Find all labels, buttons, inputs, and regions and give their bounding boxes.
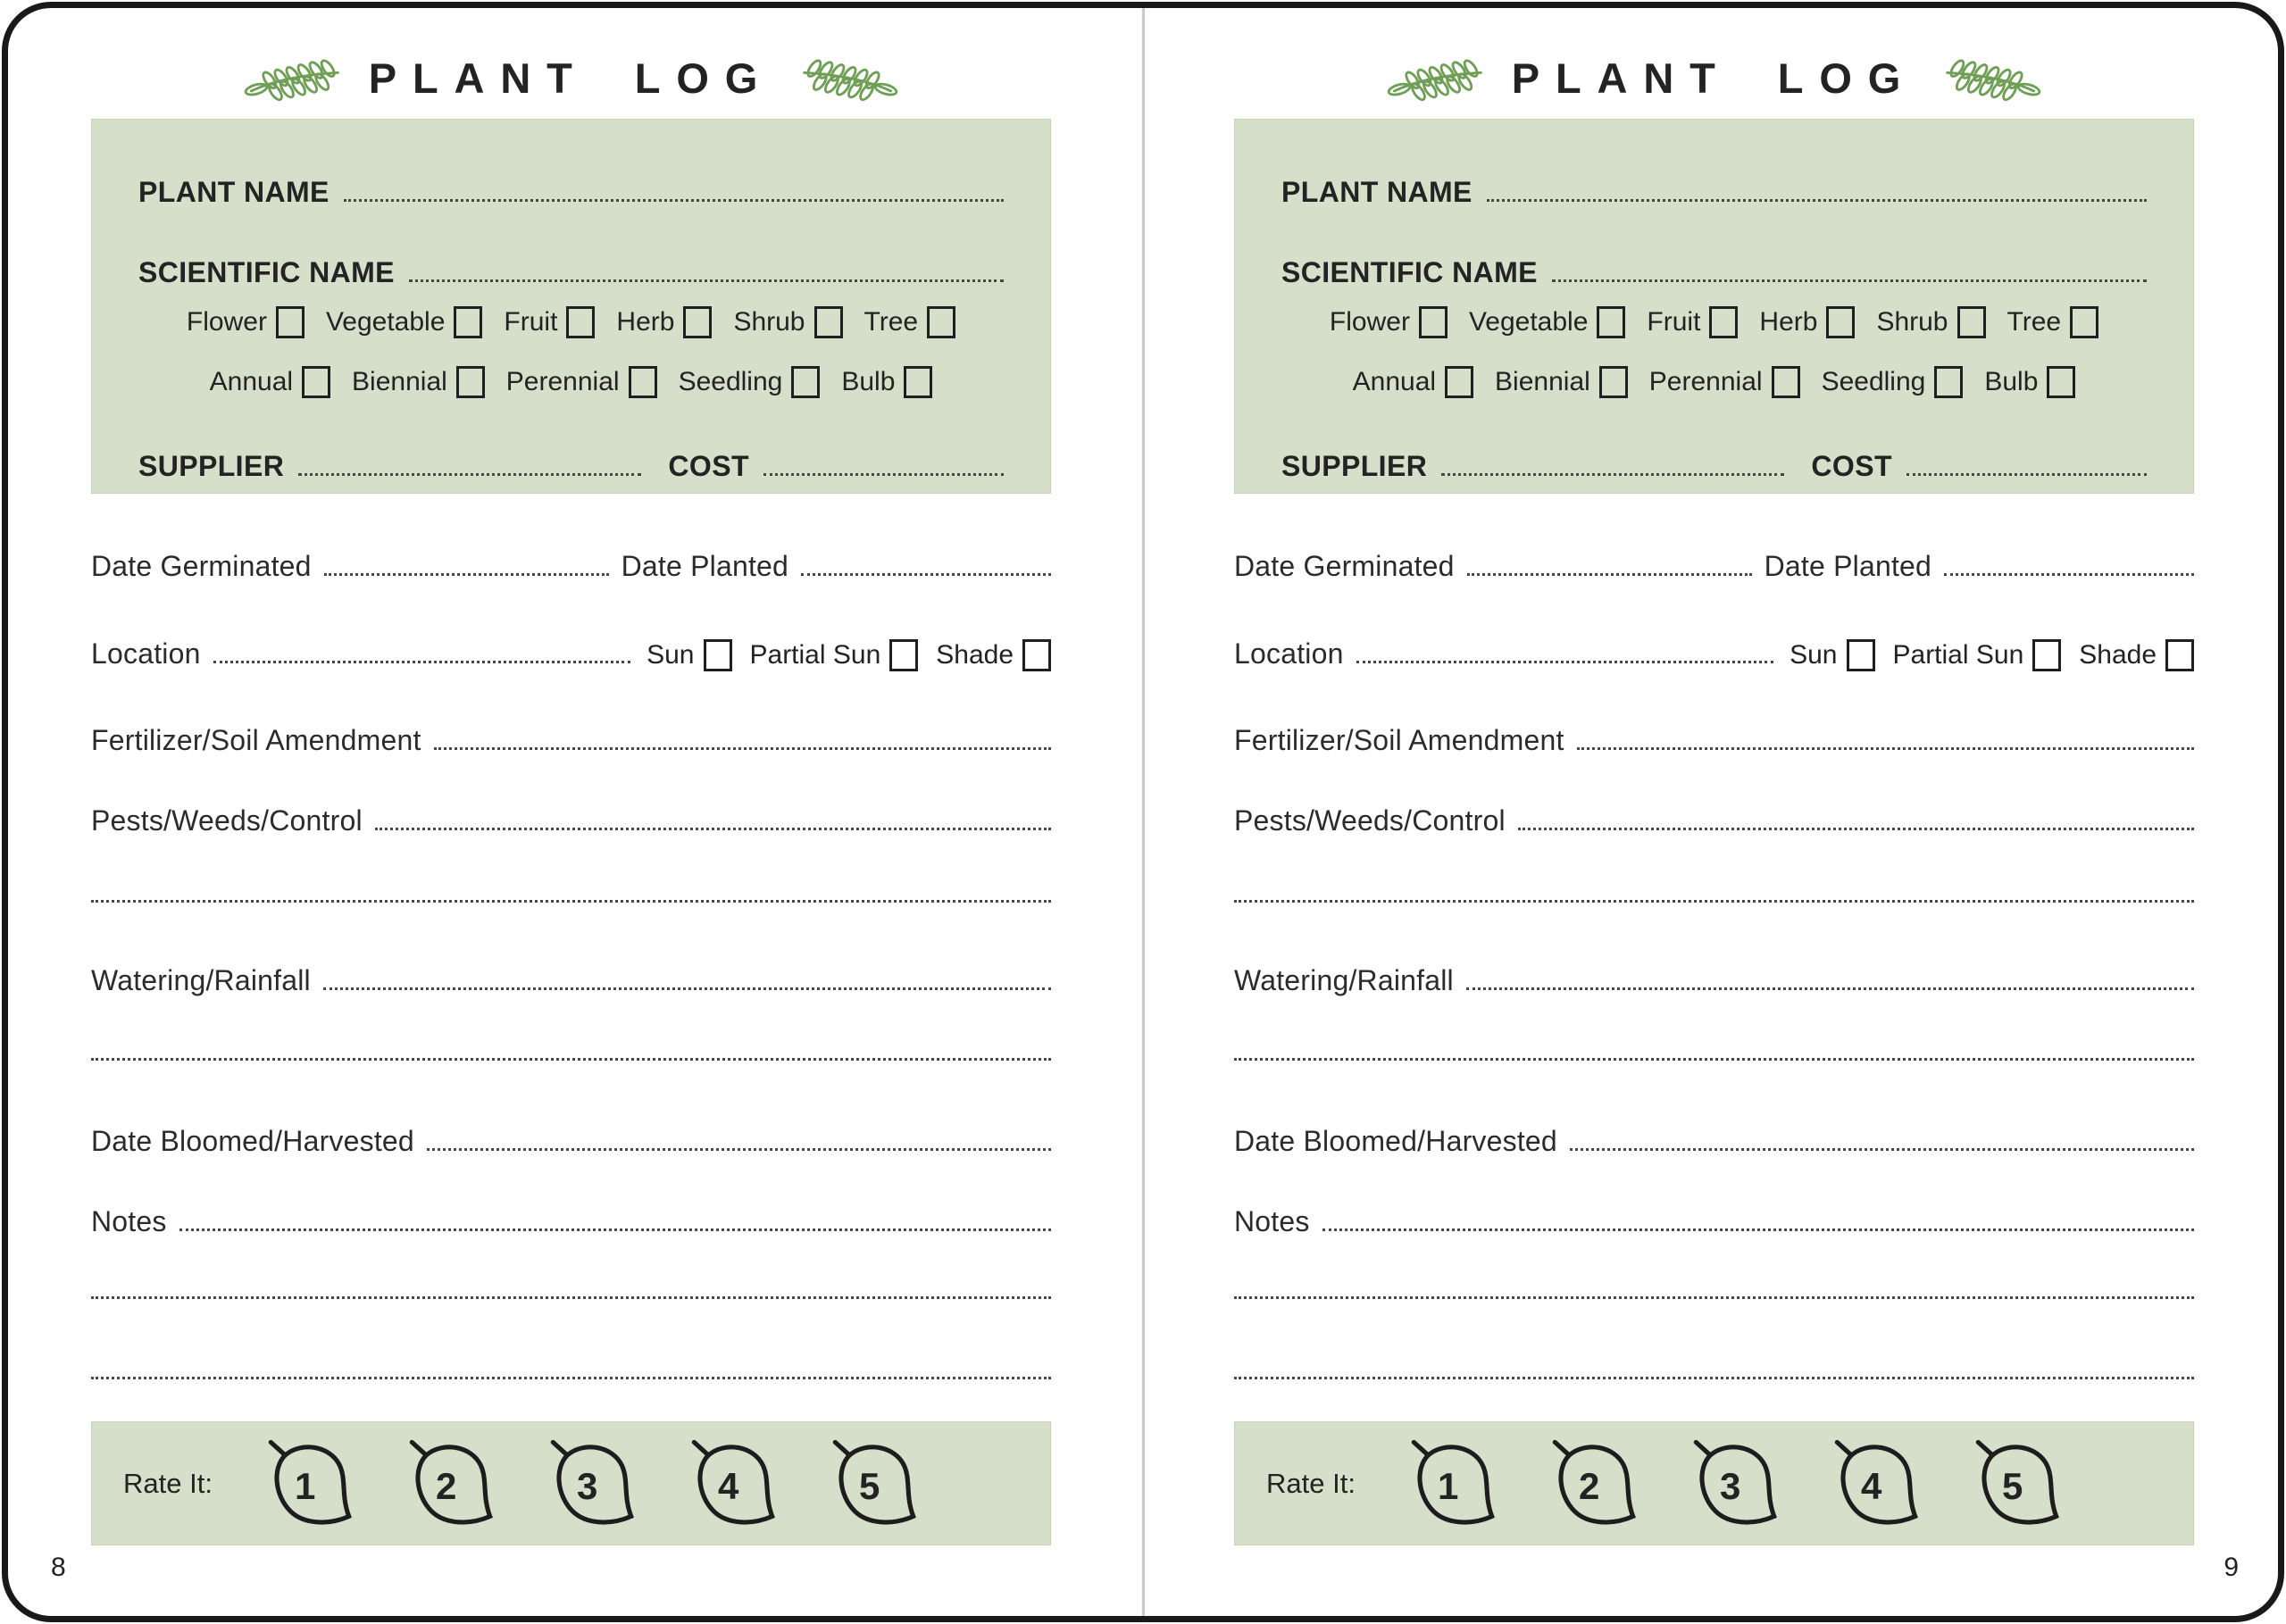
life-item-annual [1353,366,1473,398]
bulb-label: Bulb [1984,367,2039,396]
location-row [1234,629,2194,668]
category-item-shrub [1876,306,1985,338]
location-row [91,629,1051,668]
notes-line[interactable] [179,1228,1051,1231]
date-germinated-field [1234,552,1752,580]
partial-sun-item [750,639,919,671]
partial-sun-label: Partial Sun [749,640,881,670]
date-bloomed-line[interactable] [427,1148,1051,1151]
watering-label: Watering/Rainfall [91,964,311,996]
pests-line-2[interactable] [1234,900,2194,903]
supplier-cost-row [1281,445,2147,480]
watering-line[interactable] [1466,987,2194,990]
sun-checkbox[interactable] [704,639,732,671]
category-row [1281,304,2147,340]
flower-checkbox[interactable] [1419,306,1448,338]
bulb-checkbox[interactable] [904,366,932,398]
biennial-label: Biennial [1495,367,1590,396]
date-bloomed-row [1234,1116,2194,1155]
rate-it-label: Rate It: [123,1467,213,1499]
scientific-name-field [138,251,1004,287]
supplier-label: SUPPLIER [1281,450,1428,482]
rate-it-label: Rate It: [1266,1467,1356,1499]
pests-row [91,795,1051,835]
pests-line[interactable] [375,828,1051,830]
tree-checkbox[interactable] [2070,306,2098,338]
supplier-line[interactable] [298,473,641,476]
dates-row [91,541,1051,580]
date-planted-field [609,552,1051,580]
life-cycle-row [138,364,1004,400]
rating-leaf-2[interactable] [1547,1438,1641,1529]
page-number: 9 [2223,1553,2239,1582]
supplier-field [1281,445,1784,480]
shade-item [2079,639,2194,671]
date-planted-line[interactable] [801,573,1051,576]
partial-sun-checkbox[interactable] [889,639,918,671]
category-item-fruit [1647,306,1738,338]
dates-row [1234,541,2194,580]
rating-value: 1 [294,1464,316,1507]
date-bloomed-line[interactable] [1570,1148,2194,1151]
date-bloomed-label: Date Bloomed/Harvested [1234,1125,1557,1157]
notes-line-2[interactable] [1234,1296,2194,1299]
sun-item [1790,639,1874,671]
shade-label: Shade [2079,640,2157,670]
life-item-seedling [679,366,821,398]
location-label: Location [91,637,201,670]
rating-value: 5 [858,1464,880,1507]
pests-label: Pests/Weeds/Control [1234,804,1506,837]
annual-label: Annual [1352,367,1437,396]
leaf-sprig-icon [1383,53,1489,103]
perennial-label: Perennial [505,367,620,396]
pests-label: Pests/Weeds/Control [91,804,363,837]
page-header [1234,52,2194,104]
pests-continuation-row [1234,868,2194,907]
plant-info-panel [1234,119,2194,494]
rating-leaf-4[interactable] [1829,1438,1923,1529]
biennial-label: Biennial [352,367,447,396]
rating-value: 4 [1860,1464,1882,1507]
shrub-checkbox[interactable] [1957,306,1986,338]
notes-line[interactable] [1322,1228,2194,1231]
herb-checkbox[interactable] [683,306,712,338]
rating-leaves [263,1438,922,1529]
leaf-sprig-icon [1940,53,2045,103]
vegetable-label: Vegetable [325,307,446,337]
annual-checkbox[interactable] [302,366,330,398]
pests-line[interactable] [1518,828,2194,830]
flower-label: Flower [1329,307,1410,337]
date-planted-line[interactable] [1944,573,2194,576]
page-number: 8 [51,1553,66,1582]
center-divider [1142,8,1145,1616]
watering-label: Watering/Rainfall [1234,964,1454,996]
herb-checkbox[interactable] [1826,306,1855,338]
plant-name-line[interactable] [344,199,1004,202]
seedling-checkbox[interactable] [1934,366,1963,398]
rating-value: 3 [1719,1464,1741,1507]
notes-label: Notes [91,1205,167,1237]
rating-leaf-1[interactable] [263,1438,357,1529]
rating-leaf-5[interactable] [1970,1438,2065,1529]
rating-leaf-1[interactable] [1406,1438,1500,1529]
fertilizer-line[interactable] [1577,747,2194,750]
rating-value: 1 [1437,1464,1459,1507]
scientific-name-line[interactable] [1552,279,2147,282]
notes-line-3[interactable] [1234,1377,2194,1379]
category-item-flower [1330,306,1448,338]
life-item-biennial [352,366,485,398]
leaf-sprig-icon [797,53,902,103]
location-label: Location [1234,637,1344,670]
fruit-checkbox[interactable] [566,306,595,338]
pests-row [1234,795,2194,835]
page-title: PLANT LOG [368,54,774,102]
life-item-perennial [506,366,657,398]
watering-row [91,955,1051,995]
herb-label: Herb [1759,307,1818,337]
life-cycle-row [1281,364,2147,400]
fertilizer-row [1234,715,2194,754]
sun-exposure-group [1790,639,2194,671]
supplier-label: SUPPLIER [138,450,285,482]
category-item-vegetable [1469,306,1625,338]
notes-continuation-row-2 [1234,1345,2194,1384]
plant-name-label: PLANT NAME [1281,176,1473,208]
shrub-checkbox[interactable] [814,306,843,338]
rating-leaf-5[interactable] [827,1438,922,1529]
plant-name-line[interactable] [1487,199,2147,202]
leaf-sprig-icon [240,53,346,103]
watering-line-2[interactable] [1234,1058,2194,1061]
scientific-name-line[interactable] [409,279,1004,282]
date-germinated-label: Date Germinated [1234,550,1455,582]
notes-continuation-row-2 [91,1345,1051,1384]
shade-checkbox[interactable] [1022,639,1051,671]
scientific-name-label: SCIENTIFIC NAME [138,256,395,288]
date-germinated-line[interactable] [324,573,609,576]
date-bloomed-row [91,1116,1051,1155]
flower-label: Flower [186,307,267,337]
life-item-perennial [1649,366,1800,398]
sun-label: Sun [647,640,695,670]
supplier-line[interactable] [1441,473,1784,476]
herb-label: Herb [616,307,675,337]
tree-checkbox[interactable] [927,306,955,338]
plant-info-panel [91,119,1051,494]
sun-label: Sun [1790,640,1838,670]
fertilizer-label: Fertilizer/Soil Amendment [1234,724,1564,756]
scientific-name-label: SCIENTIFIC NAME [1281,256,1538,288]
rating-value: 4 [717,1464,739,1507]
vegetable-label: Vegetable [1468,307,1589,337]
bulb-label: Bulb [841,367,896,396]
life-item-annual [210,366,330,398]
page-title: PLANT LOG [1511,54,1917,102]
notes-continuation-row-1 [91,1264,1051,1303]
pests-line-2[interactable] [91,900,1051,903]
partial-sun-checkbox[interactable] [2032,639,2061,671]
log-fields [1234,541,2194,1384]
shrub-label: Shrub [1876,307,1948,337]
cost-line[interactable] [763,473,1004,476]
seedling-checkbox[interactable] [791,366,820,398]
watering-continuation-row [91,1026,1051,1065]
rating-value: 5 [2001,1464,2023,1507]
category-item-tree [2007,306,2099,338]
biennial-checkbox[interactable] [1599,366,1628,398]
annual-label: Annual [209,367,294,396]
category-row [138,304,1004,340]
perennial-label: Perennial [1648,367,1763,396]
category-item-herb [616,306,712,338]
fruit-label: Fruit [1647,307,1701,337]
date-planted-label: Date Planted [621,550,789,582]
cost-line[interactable] [1906,473,2147,476]
life-item-bulb [841,366,932,398]
plant-name-label: PLANT NAME [138,176,330,208]
seedling-label: Seedling [678,367,783,396]
notes-continuation-row-1 [1234,1264,2194,1303]
rating-box [1234,1421,2194,1545]
partial-sun-label: Partial Sun [1892,640,2024,670]
fertilizer-line[interactable] [434,747,1051,750]
rating-value: 2 [1578,1464,1600,1507]
fruit-label: Fruit [504,307,558,337]
vegetable-checkbox[interactable] [454,306,482,338]
seedling-label: Seedling [1821,367,1926,396]
tree-label: Tree [2007,307,2062,337]
category-item-fruit [504,306,595,338]
fertilizer-row [91,715,1051,754]
category-item-vegetable [326,306,482,338]
date-germinated-line[interactable] [1467,573,1752,576]
rating-leaf-4[interactable] [686,1438,780,1529]
biennial-checkbox[interactable] [456,366,485,398]
watering-line-2[interactable] [91,1058,1051,1061]
date-planted-label: Date Planted [1764,550,1932,582]
shade-label: Shade [936,640,1014,670]
notes-row [1234,1196,2194,1236]
category-item-tree [864,306,956,338]
partial-sun-item [1893,639,2062,671]
tree-label: Tree [864,307,919,337]
watering-line[interactable] [323,987,1051,990]
life-item-bulb [1984,366,2075,398]
supplier-cost-row [138,445,1004,480]
cost-field [668,445,1004,480]
page-right [1143,0,2286,1624]
fertilizer-label: Fertilizer/Soil Amendment [91,724,421,756]
perennial-checkbox[interactable] [1772,366,1800,398]
shade-item [936,639,1051,671]
category-item-shrub [733,306,842,338]
fruit-checkbox[interactable] [1709,306,1738,338]
rating-leaf-3[interactable] [545,1438,639,1529]
log-fields [91,541,1051,1384]
rating-value: 3 [576,1464,598,1507]
location-line[interactable] [1356,661,1774,663]
sun-item [647,639,731,671]
life-item-biennial [1495,366,1628,398]
bulb-checkbox[interactable] [2047,366,2075,398]
rating-box [91,1421,1051,1545]
sun-checkbox[interactable] [1847,639,1875,671]
plant-name-field [1281,171,2147,206]
page-header [91,52,1051,104]
category-item-flower [187,306,305,338]
vegetable-checkbox[interactable] [1597,306,1625,338]
notes-line-3[interactable] [91,1377,1051,1379]
scientific-name-field [1281,251,2147,287]
date-planted-field [1752,552,2194,580]
pests-continuation-row [91,868,1051,907]
watering-continuation-row [1234,1026,2194,1065]
shrub-label: Shrub [733,307,805,337]
notes-row [91,1196,1051,1236]
category-item-herb [1759,306,1855,338]
notes-label: Notes [1234,1205,1310,1237]
flower-checkbox[interactable] [276,306,305,338]
notes-line-2[interactable] [91,1296,1051,1299]
rating-leaf-3[interactable] [1688,1438,1782,1529]
cost-label: COST [1811,450,1892,482]
shade-checkbox[interactable] [2165,639,2194,671]
rating-value: 2 [435,1464,457,1507]
date-germinated-label: Date Germinated [91,550,312,582]
perennial-checkbox[interactable] [629,366,657,398]
date-germinated-field [91,552,609,580]
supplier-field [138,445,641,480]
plant-name-field [138,171,1004,206]
cost-field [1811,445,2147,480]
rating-leaf-2[interactable] [404,1438,498,1529]
sun-exposure-group [647,639,1051,671]
location-line[interactable] [213,661,631,663]
date-bloomed-label: Date Bloomed/Harvested [91,1125,414,1157]
rating-leaves [1406,1438,2065,1529]
annual-checkbox[interactable] [1445,366,1473,398]
life-item-seedling [1822,366,1964,398]
watering-row [1234,955,2194,995]
cost-label: COST [668,450,749,482]
